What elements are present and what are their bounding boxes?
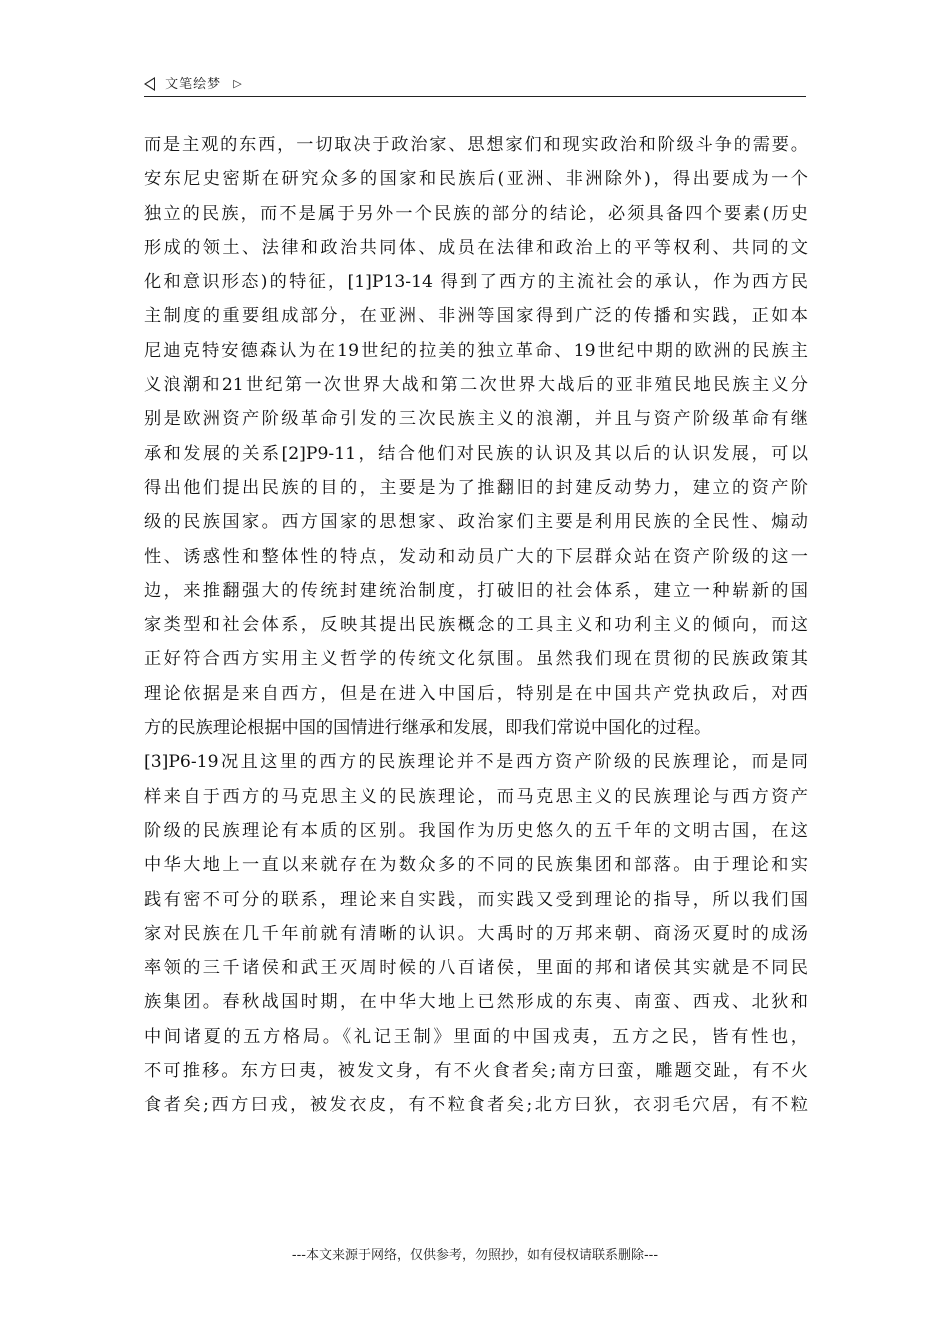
- triangle-right-icon: ▷: [233, 77, 242, 90]
- body-line: 正好符合西方实用主义哲学的传统文化氛围。虽然我们现在贯彻的民族政策其: [144, 649, 808, 670]
- body-text: [144, 128, 808, 1123]
- body-line: 得出他们提出民族的目的，主要是为了推翻旧的封建反动势力，建立的资产阶: [144, 477, 808, 498]
- body-line: 性、诱惑性和整体性的特点，发动和动员广大的下层群众站在资产阶级的这一: [144, 546, 808, 567]
- body-line: 家类型和社会体系，反映其提出民族概念的工具主义和功利主义的倾向，而这: [144, 615, 808, 636]
- header-title: 文笔绘梦: [165, 77, 222, 92]
- body-line: 化和意识形态)的特征，[1]P13-14 得到了西方的主流社会的承认，作为西方民: [144, 272, 808, 293]
- body-line: 形成的领土、法律和政治共同体、成员在法律和政治上的平等权利、共同的文: [144, 237, 808, 258]
- body-line: [3]P6-19况且这里的西方的民族理论并不是西方资产阶级的民族理论，而是同: [144, 752, 808, 773]
- body-line: 承和发展的关系[2]P9-11，结合他们对民族的认识及其以后的认识发展，可以: [144, 443, 808, 464]
- body-line: 不可推移。东方曰夷，被发文身，有不火食者矣;南方曰蛮，雕题交趾，有不火: [144, 1061, 808, 1082]
- body-line: 阶级的民族理论有本质的区别。我国作为历史悠久的五千年的文明古国，在这: [144, 820, 808, 841]
- body-line: 样来自于西方的马克思主义的民族理论，而马克思主义的民族理论与西方资产: [144, 786, 808, 807]
- body-line: 而是主观的东西，一切取决于政治家、思想家们和现实政治和阶级斗争的需要。: [144, 135, 808, 155]
- triangle-left-icon: [144, 77, 155, 91]
- page-header: [144, 74, 806, 97]
- body-line: 家对民族在几千年前就有清晰的认识。大禹时的万邦来朝、商汤灭夏时的成汤: [144, 923, 808, 944]
- body-line: 尼迪克特安德森认为在19世纪的拉美的独立革命、19世纪中期的欧洲的民族主: [144, 340, 808, 361]
- body-line: 食者矣;西方曰戎，被发衣皮，有不粒食者矣;北方曰狄，衣羽毛穴居，有不粒: [144, 1095, 808, 1116]
- body-line: 主制度的重要组成部分，在亚洲、非洲等国家得到广泛的传播和实践，正如本: [144, 306, 808, 327]
- body-line: 方的民族理论根据中国的国情进行继承和发展，即我们常说中国化的过程。: [144, 718, 712, 739]
- body-line: 别是欧洲资产阶级革命引发的三次民族主义的浪潮，并且与资产阶级革命有继: [144, 409, 808, 430]
- body-line: 级的民族国家。西方国家的思想家、政治家们主要是利用民族的全民性、煽动: [144, 512, 808, 533]
- body-line: 践有密不可分的联系，理论来自实践，而实践又受到理论的指导，所以我们国: [144, 889, 808, 910]
- page-footer: ---本文来源于网络，仅供参考，勿照抄，如有侵权请联系删除---: [291, 1248, 659, 1263]
- body-line: 率领的三千诸侯和武王灭周时候的八百诸侯，里面的邦和诸侯其实就是不同民: [144, 958, 808, 979]
- body-line: 安东尼史密斯在研究众多的国家和民族后(亚洲、非洲除外)，得出要成为一个: [144, 169, 808, 190]
- body-line: 中间诸夏的五方格局。《礼记王制》里面的中国戎夷，五方之民，皆有性也，: [144, 1026, 808, 1047]
- body-line: 族集团。春秋战国时期，在中华大地上已然形成的东夷、南蛮、西戎、北狄和: [144, 992, 808, 1013]
- body-line: 中华大地上一直以来就存在为数众多的不同的民族集团和部落。由于理论和实: [144, 855, 808, 876]
- body-line: 独立的民族，而不是属于另外一个民族的部分的结论，必须具备四个要素(历史: [144, 203, 808, 224]
- body-line: 义浪潮和21世纪第一次世界大战和第二次世界大战后的亚非殖民地民族主义分: [144, 375, 808, 396]
- body-line: 理论依据是来自西方，但是在进入中国后，特别是在中国共产党执政后，对西: [144, 683, 808, 704]
- body-line: 边，来推翻强大的传统封建统治制度，打破旧的社会体系，建立一种崭新的国: [144, 580, 808, 601]
